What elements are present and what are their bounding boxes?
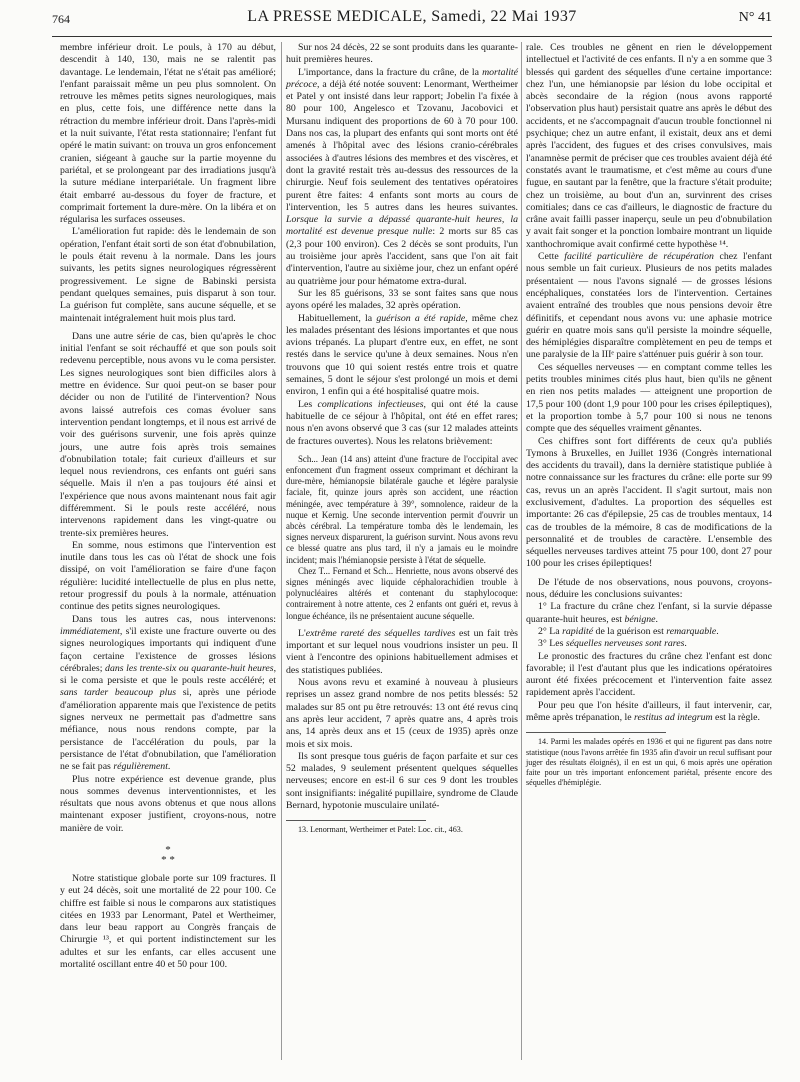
conclusion-item: 2° La rapidité de la guérison est remarquable.: [538, 625, 719, 637]
footnote: 13. Lenormant, Wertheimer et Patel: Loc. cit., 463.: [298, 825, 463, 835]
header-rule: [52, 36, 772, 37]
paragraph: Dans une autre série de cas, bien qu'après le choc initial l'enfant se soit réchauffé et que son pouls soit redevenu perceptible, nous avons vu le coma persister. Les signes neurologiques sont bien difficiles alors à mettre en évidence. Sur quoi peut-on se baser pour décider ou non de l'utilité de l'intervention? Nous avons laissé autrefois ces comas évoluer sans intervention pendant longtemps, et il nous est arrivé de voir des guérisons survenir, une fois après quinze jours, une autre fois après trois semaines d'obnubilation totale; fait curieux d'ailleurs et sur lequel nous reviendrons, ces enfants ont guéri sans séquelle. Mais il n'en a pas toujours été ainsi et l'expérience que nous avons maintenant nous fait agir différemment. Si le pouls reste accéléré, nous intervenons rapidement dans les vingt-quatre ou trente-six premières heures.: [60, 330, 276, 539]
paragraph: Dans tous les autres cas, nous intervenons: immédiatement, s'il existe une fracture ouverte ou des signes neurologiques importants qui indiquent d'une façon certaine l'existence de grosses lésions cérébrales; dans les trente-six ou quarante-huit heures, si le coma persiste et que le pouls reste accéléré; et sans tarder beaucoup plus si, après une période d'amélioration apparente mais que l'existence de petits signes nerveux ne permettait pas d'admettre sans méfiance, nous nous rendons compte, par la persistance de l'accélération du pouls, par la persistance de l'état d'obnubilation, que l'amélioration ne se fait pas régulièrement.: [60, 613, 277, 773]
paragraph: En somme, nous estimons que l'intervention est inutile dans tous les cas où l'état de shock une fois dissipé, on voit l'amélioration se faire d'une façon régulière: lucidité intellectuelle de plus en plus nette, retour progressif du pouls à la normale, atténuation continue des petits signes neurologiques.: [60, 539, 276, 613]
paragraph: Plus notre expérience est devenue grande, plus nous sommes devenus interventionnistes, et les résultats que nous avons obtenus et que nous allons maintenant exposer justifient, croyons-nous, notre manière de voir.: [60, 773, 276, 834]
paragraph: Pour peu que l'on hésite d'ailleurs, il faut intervenir, car, même après trépanation, le restitus ad integrum est la règle.: [526, 699, 772, 724]
paragraph: Ces chiffres sont fort différents de ceux qu'a publiés Tymons à Bruxelles, en Juillet 1936 (Congrès international des accidents du travail), dans la dernière statistique publiée à notre connaissance sur les fractures du crâne: elle porte sur 99 cas, revus un an après l'accident. Il s'agit surtout, mais non exclusivement, d'adultes. La proportion des séquelles est importante: 26 cas d'épilepsie, 25 cas de troubles mentaux, 14 cas de troubles de la mémoire, 8 cas de modifications de la personnalité et de troubles de caractère. L'ensemble des séquelles nerveuses tardives atteint 75 pour 100, dont 27 pour 100 pour les crises épileptiques!: [526, 435, 772, 570]
paragraph: rale. Ces troubles ne gênent en rien le développement intellectuel et l'activité de ces enfants. Il n'y a en somme que 3 blessés qui gardent des séquelles d'une certaine importance: chez l'un, une hémianopsie par lésion du lobe occipital et abcès secondaire de la région (nous avons rapporté l'observation plus haut) persistait quatre ans après le début des accidents, et ne s'accompagnait d'aucun trouble fonctionnel ni psychique; chez un autre enfant, il existait, deux ans et demi après l'accident, des fugues et des crises convulsives, mais l'anamnèse permit de préciser que ces troubles avaient déjà été constatés avant le traumatisme, et c'est même au cours d'une fugue, en sautant par la fenêtre, que la fracture s'était produite; chez un troisième, au bout d'un an, survinrent des crises comitiales; dans ce cas d'ailleurs, le diagnostic de fracture du crâne avait failli passer inaperçu, seule un peu d'obnubilation y avait fait songer et la ponction lombaire montrant un liquide xanthochromique avait confirmé cette hypothèse ¹⁴.: [526, 42, 772, 250]
column-2: [286, 42, 518, 836]
paragraph: Nous avons revu et examiné à nouveau à plusieurs reprises un assez grand nombre de nos petits blessés: 52 malades sur 85 ont pu être retrouvés: 13 ont été revus cinq ans après leur accident, 7 après quatre ans, 4 après trois ans, 14 après deux ans et 15 (ceux de 1935) après onze mois et six mois.: [286, 677, 518, 750]
case-report: Sch... Jean (14 ans) atteint d'une fracture de l'occipital avec enfoncement d'un fragment osseux comprimant et déchirant la dure-mère, hémianopsie bilatérale gauche et légère paralysie faciale, fit, quinze jours après son accident, une réaction méningée, avec température à 39°, somnolence, raideur de la nuque et Kernig. Une seconde intervention permit d'ouvrir un abcès cérébral. La température tomba dès le lendemain, les signes nerveux disparurent, la guérison survint. Nous avons revu ce blessé quatre ans plus tard, il n'y a jamais eu le moindre incident; mais l'hémianopsie persiste à l'état de séquelle.: [286, 453, 518, 565]
column-divider: [521, 42, 522, 1060]
case-report: Chez T... Fernand et Sch... Henriette, nous avons observé des signes méningés avec liquide céphalorachidien trouble à polynucléaires altérés et contenant du staphylocoque: contrairement à notre attente, ces 2 enfants ont guéri et, revus à longue échéance, ils ne présentaient aucune séquelle.: [286, 565, 518, 621]
footnote-rule: [526, 732, 666, 733]
column-1: [60, 42, 276, 971]
footnote: 14. Parmi les malades opérés en 1936 et qui ne figurent pas dans notre statistique (nous l'avons arrêtée fin 1935 afin d'avoir un recul suffisant pour juger des résultats éloignés), il en est un qui, 6 mois après une opération faite pour un très important enfoncement pariétal, présente encore des séquelles d'hémiplégie.: [526, 737, 772, 788]
column-divider: [281, 42, 282, 1060]
paragraph: Notre statistique globale porte sur 109 fractures. Il y eut 24 décès, soit une mortalité de 22 pour 100. Ce chiffre est faible si nous le comparons aux statistiques citées en 1933 par Lenormant, Patel et Wertheimer, dans leur beau rapport au Congrès français de Chirurgie ¹³, et qui portent indistinctement sur les adultes et sur les enfants, car elles accusent une mortalité oscillant entre 40 et 50 pour 100.: [60, 873, 276, 971]
column-3: [526, 42, 772, 788]
paragraph: Habituellement, la guérison a été rapide, même chez les malades présentant des lésions importantes et que nous avions trépanés. La plupart d'entre eux, en effet, ne sont restés dans le service qu'une à deux semaines. Nous n'en trouvons que 10 qui soient restés entre trois et quatre semaines, 5 dont le séjour s'est prolongé un mois et demi environ, 1 enfin qui a été hospitalisé quatre mois.: [286, 312, 518, 398]
paragraph: De l'étude de nos observations, nous pouvons, croyons-nous, déduire les conclusions suivantes:: [526, 576, 772, 601]
paragraph: Ils sont presque tous guéris de façon parfaite et sur ces 52 malades, 9 seulement présentent quelques séquelles nerveuses; encore en est-il 6 sur ces 9 dont les troubles sont insignifiants: inégalité pupillaire, syndrome de Claude Bernard, hypotonie musculaire unilaté-: [286, 750, 518, 811]
page-number: 764: [52, 12, 70, 26]
issue-number: N° 41: [738, 10, 772, 25]
paragraph: L'amélioration fut rapide: dès le lendemain de son opération, l'enfant était sorti de son état d'obnubilation, le pouls était revenu à la normale. Dans les jours suivants, les petits signes neurologiques régressèrent progressivement. Le signe de Babinski persista pendant quelques semaines, puis disparut à son tour. La guérison fut complète, sans aucune séquelle, et se maintenait intégralement huit mois plus tard.: [60, 226, 276, 324]
paragraph: Ces séquelles nerveuses — en comptant comme telles les petits troubles minimes cités plus haut, bien qu'ils ne gênent en rien nos petits malades — atteignent une proportion de 17,5 pour 100 (dont 1,9 pour 100 pour les crises épileptiques), et la proportion tombe à 5,7 pour 100 si nous ne tenons compte que des séquelles vraiment gênantes.: [526, 361, 772, 435]
paragraph: L'extrême rareté des séquelles tardives est un fait très important et sur lequel nous voudrions insister un peu. Il vient à l'encontre des opinions habituellement admises et des statistiques publiées.: [286, 627, 518, 676]
paragraph: membre inférieur droit. Le pouls, à 170 au début, descendit à 140, 130, mais ne se ralentit pas davantage. Le lendemain, l'état ne s'était pas amélioré; l'enfant paraissait même un peu plus somnolent. On retrouve les mêmes petits signes neurologiques, mais en plus, cette fois, une différence nette dans la rétraction du membre inférieur droit. Dans l'après-midi et la nuit suivante, l'état resta stationnaire; l'enfant fut opéré le matin suivant: on trouva un gros enfoncement cranien, siégeant à gauche sur la partie moyenne du pariétal, et se prolongeant par des irradiations jusqu'à la suture médiane interpariétale. Un fragment libre était embarré au-dessous du foyer de fracture, et comprimait fortement la dure-mère. On la libéra et on régularisa les surfaces osseuses.: [60, 42, 276, 226]
footnote-rule: [286, 820, 426, 821]
conclusion-item: 3° Les séquelles nerveuses sont rares.: [538, 638, 687, 650]
page-header: [52, 8, 772, 32]
paragraph: Cette facilité particulière de récupération chez l'enfant nous semble un fait curieux. Plusieurs de nos petits malades présentaient — nous l'avons signalé — de grosses lésions encéphaliques, constatées lors de l'intervention. Certaines avaient entraîné des troubles que nous pensions devoir être définitifs, et cependant nous avons vu: une aphasie motrice guérir en quatre mois sans qu'il persiste la moindre séquelle, des hémiplégies disparaître complètement en peu de temps et une paralysie de la IIIᵉ paire s'atténuer puis guérir à son tour.: [526, 251, 772, 361]
paragraph: Les complications infectieuses, qui ont été la cause habituelle de ce séjour à l'hôpital, ont été en effet rares; nous n'en avons observé que 3 cas (sur 12 malades atteints de fractures ouvertes). Nous les relatons brièvement:: [286, 398, 518, 447]
paragraph: L'importance, dans la fracture du crâne, de la mortalité précoce, a déjà été notée souvent: Lenormant, Wertheimer et Patel y ont insisté dans leur rapport; Jobelin l'a fixée à 80 pour 100, Angelesco et Tzovanu, Jacobovici et Mursanu indiquent des proportions de 60 à 70 pour 100. Dans nos cas, la plupart des enfants qui sont morts ont été amenés à l'hôpital avec des lésions cranio-cérébrales associées à d'autres lésions des membres et des viscères, et dont la gravité restait très au-dessus des ressources de la chirurgie. Neuf fois seulement des tentatives opératoires purent être faites: 4 enfants sont morts au cours de l'intervention, les 5 autres dans les heures suivantes. Lorsque la survie a dépassé quarante-huit heures, la mortalité est devenue presque nulle: 2 morts sur 85 cas (2,3 pour 100 environ). Ces 2 décès se sont produits, l'un au troisième jour après l'accident, sans que l'on ait fait d'intervention, l'autre au sixième jour, chez un enfant opéré au quatrième jour pour hématome extra-dural.: [286, 66, 518, 287]
conclusion-item: 1° La fracture du crâne chez l'enfant, si la survie dépasse quarante-huit heures, est bénigne.: [526, 601, 772, 625]
paragraph: Le pronostic des fractures du crâne chez l'enfant est donc favorable; il l'est d'autant plus que les indications opératoires auront été fixées précocement et l'intervention faite assez rapidement après l'accident.: [526, 650, 772, 699]
section-separator: * * *: [161, 844, 175, 866]
journal-title: LA PRESSE MEDICALE, Samedi, 22 Mai 1937: [247, 8, 577, 25]
paragraph: Sur nos 24 décès, 22 se sont produits dans les quarante-huit premières heures.: [286, 42, 518, 66]
paragraph: Sur les 85 guérisons, 33 se sont faites sans que nous ayons opéré les malades, 32 après opération.: [286, 287, 518, 312]
